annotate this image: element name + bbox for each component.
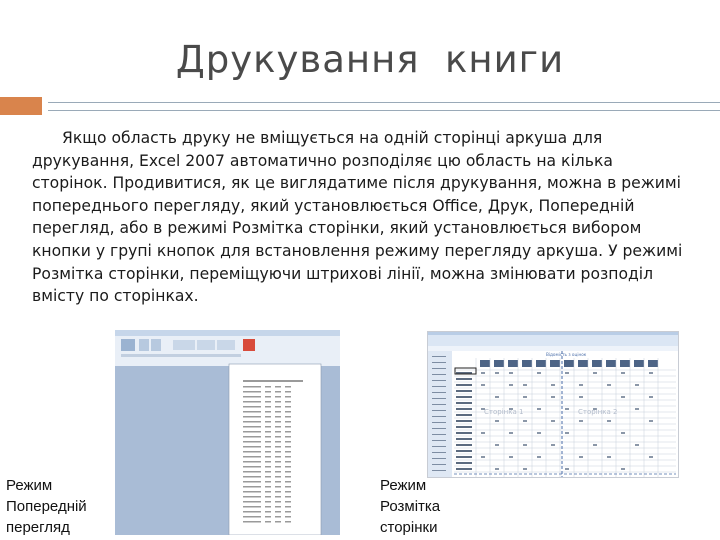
page-layout-illustration [428,332,678,477]
slide-body-text: Якщо область друку не вміщується на одній сторінці аркуша для друкування, Excel 2007 автоматично розподіляє цю область на кілька сторінок. Продивитися, як це виглядатиме після друкування, можна в режимі попереднього перегляду, який установлюється Office, Друк, Попередній перегляд, або в режимі Розмітка сторінки, який установлюється вибором кнопки у групі кнопок для встановлення режиму перегляду аркуша. У режимі Розмітка сторінки, переміщуючи штрихові лінії, можна змінювати розподіл вмісту по сторінках. [32,129,683,306]
caption-line: сторінки [380,519,438,536]
page1-watermark: Сторінка 1 [484,408,524,416]
caption-line: перегляд [6,519,70,536]
layout-mode-caption [380,475,440,538]
sheet-header-title: Відомість з оцінок [546,352,587,357]
caption-line: Розмітка [380,498,441,515]
preview-mode-caption [6,475,87,538]
print-preview-screenshot [115,330,340,535]
title-accent-bar [0,97,42,115]
caption-line: Режим [380,477,427,494]
title-underline-rule [48,102,720,111]
slide-title: Друкування книги [175,38,565,81]
caption-line: Режим [6,477,53,494]
page2-watermark: Сторінка 2 [578,408,618,416]
caption-line: Попередній [6,498,87,515]
print-preview-illustration [115,330,340,535]
page-layout-screenshot [427,331,679,478]
